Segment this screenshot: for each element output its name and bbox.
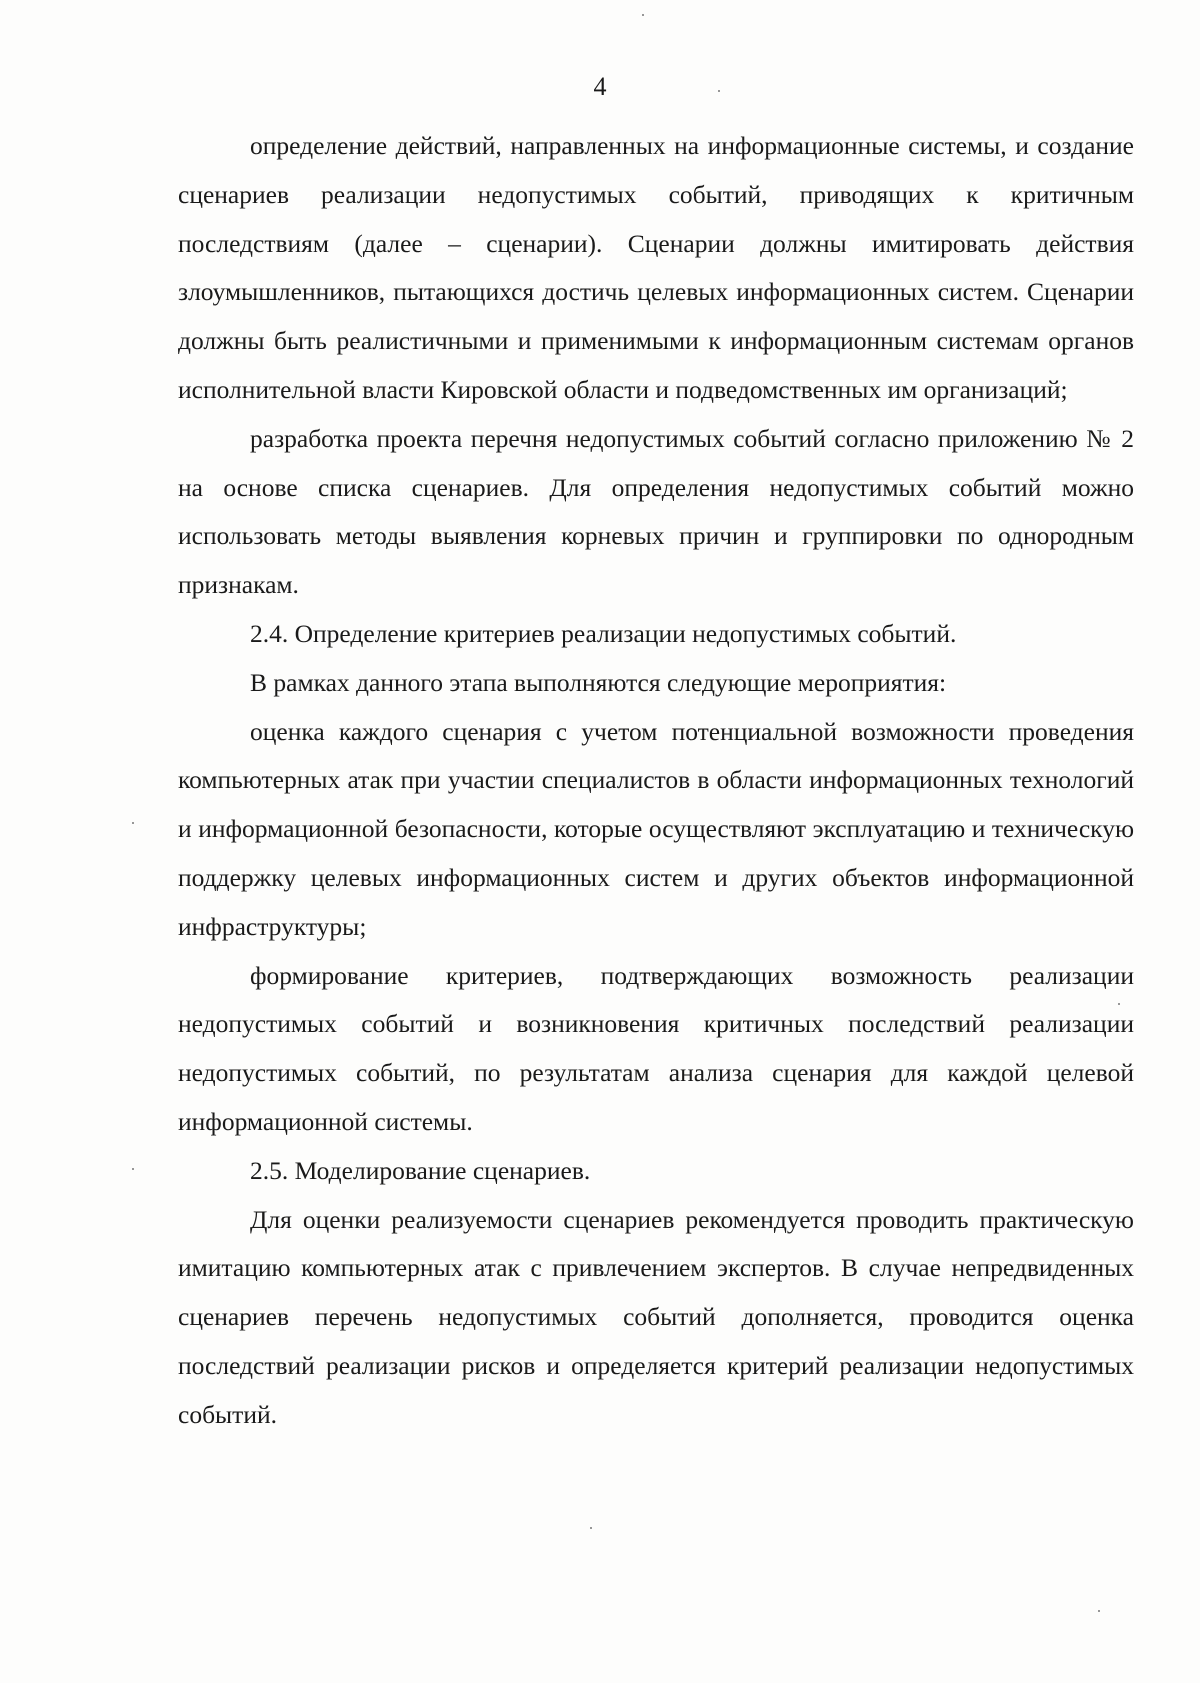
scan-speck xyxy=(590,1527,592,1529)
scan-speck xyxy=(718,90,720,92)
paragraph-scenario-modeling: Для оценки реализуемости сценариев рекомендуется проводить практическую имитацию компьютерных атак с привлечением экспертов. В случае непредвиденных сценариев перечень недопустимых событий дополняется, проводится оценка последствий реализации рисков и определяется критерий реализации недопустимых событий. xyxy=(178,1204,1134,1429)
scan-speck xyxy=(132,822,134,824)
scan-speck xyxy=(642,14,644,16)
paragraph-scenario-assessment: оценка каждого сценария с учетом потенциальной возможности проведения компьютерных атак при участии специалистов в области информационных технологий и информационной безопасности, которые осуществляют эксплуатацию и техническую поддержку целевых информационных систем и других объектов информационной инфраструктуры; xyxy=(178,716,1134,941)
section-heading-2-5: 2.5. Моделирование сценариев. xyxy=(250,1155,591,1185)
scan-speck xyxy=(1098,1610,1100,1612)
page-number: 4 xyxy=(593,72,607,101)
document-body xyxy=(178,122,1134,1440)
paragraph-stage-measures: В рамках данного этапа выполняются следующие мероприятия: xyxy=(250,667,947,697)
scan-speck xyxy=(1118,1003,1120,1005)
scan-speck xyxy=(132,1168,134,1170)
section-heading-2-4: 2.4. Определение критериев реализации недопустимых событий. xyxy=(250,618,957,648)
paragraph-scenario-definition: определение действий, направленных на информационные системы, и создание сценариев реализации недопустимых событий, приводящих к критичным последствиям (далее – сценарии). Сценарии должны имитировать действия злоумышленников, пытающихся достичь целевых информационных систем. Сценарии должны быть реалистичными и применимыми к информационным системам органов исполнительной власти Кировской области и подведомственных им организаций; xyxy=(178,131,1134,404)
paragraph-unacceptable-events-list: разработка проекта перечня недопустимых событий согласно приложению № 2 на основе списка сценариев. Для определения недопустимых событий можно использовать методы выявления корневых причин и группировки по однородным признакам. xyxy=(178,423,1134,600)
paragraph-criteria-formation: формирование критериев, подтверждающих возможность реализации недопустимых событий и возникновения критичных последствий реализации недопустимых событий, по результатам анализа сценария для каждой целевой информационной системы. xyxy=(178,960,1134,1136)
